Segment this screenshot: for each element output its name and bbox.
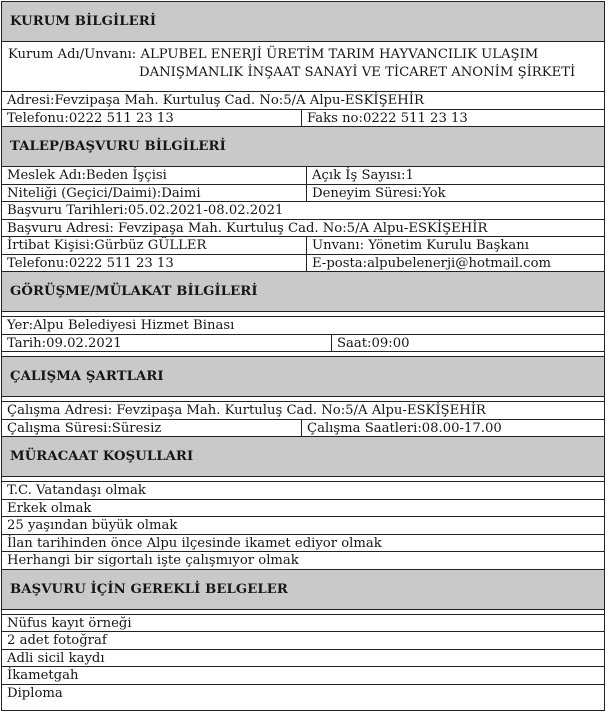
talep-row-occupation: [2, 167, 604, 185]
document-item: [2, 632, 604, 650]
section-header-kurum: KURUM BİLGİLERİ: [2, 2, 604, 42]
application-address: Başvuru Adresi: Fevzipaşa Mah. Kurtuluş Cad. No:5/A Alpu-ESKİŞEHİR: [7, 220, 488, 236]
section-header-muracaat: MÜRACAAT KOŞULLARI: [2, 437, 604, 477]
institution-fax: Faks no:0222 511 23 13: [307, 110, 468, 126]
interview-time: Saat:09:00: [337, 335, 410, 351]
talep-row-phone: [2, 255, 604, 273]
requirement-text: Herhangi bir sigortalı işte çalışmıyor olmak: [7, 553, 299, 568]
requirement-text: T.C. Vatandaşı olmak: [7, 483, 146, 498]
work-address: Çalışma Adresi: Fevzipaşa Mah. Kurtuluş Cad. No:5/A Alpu-ESKİŞEHİR: [7, 403, 486, 418]
talep-row-dates: [2, 202, 604, 220]
talep-row-address: [2, 220, 604, 238]
requirement-item: [2, 535, 604, 553]
contact-person: İrtibat Kişisi:Gürbüz GÜLLER: [2, 237, 307, 254]
occupation: Meslek Adı:Beden İşçisi: [2, 167, 307, 184]
experience-duration: Deneyim Süresi:Yok: [312, 185, 446, 201]
requirement-item: [2, 500, 604, 518]
application-dates: Başvuru Tarihleri:05.02.2021-08.02.2021: [7, 203, 284, 218]
talep-row-nature: [2, 185, 604, 203]
requirement-text: İlan tarihinden önce Alpu ilçesinde ikamet ediyor olmak: [7, 535, 382, 551]
institution-address: Adresi:Fevzipaşa Mah. Kurtuluş Cad. No:5/A Alpu-ESKİŞEHİR: [7, 93, 424, 108]
document-text: Adli sicil kaydı: [7, 650, 105, 666]
requirement-item: [2, 517, 604, 535]
section-header-calisma: ÇALIŞMA ŞARTLARI: [2, 357, 604, 397]
section-header-belgeler: BAŞVURU İÇİN GEREKLİ BELGELER: [2, 570, 604, 610]
institution-name: [2, 42, 604, 92]
document-text: Nüfus kayıt örneği: [7, 615, 132, 631]
document-text: İkametgah: [7, 668, 79, 683]
requirement-item: [2, 552, 604, 570]
document-item: [2, 650, 604, 668]
open-positions: Açık İş Sayısı:1: [312, 168, 414, 183]
work-duration: Çalışma Süresi:Süresiz: [2, 420, 302, 437]
interview-place-row: [2, 317, 604, 335]
interview-place: Yer:Alpu Belediyesi Hizmet Binası: [7, 318, 235, 333]
work-address-row: [2, 402, 604, 420]
job-nature: Niteliği (Geçici/Daimi):Daimi: [2, 185, 307, 202]
section-header-talep: TALEP/BAŞVURU BİLGİLERİ: [2, 127, 604, 167]
contact-phone: Telefonu:0222 511 23 13: [2, 255, 307, 272]
interview-date-row: [2, 335, 604, 353]
talep-row-contact: [2, 237, 604, 255]
work-hours: Çalışma Saatleri:08.00-17.00: [307, 420, 502, 436]
requirement-text: 25 yaşından büyük olmak: [7, 518, 178, 533]
requirement-item: [2, 482, 604, 500]
job-announcement-form: [1, 1, 605, 711]
interview-date: Tarih:09.02.2021: [2, 335, 332, 352]
institution-address-row: [2, 92, 604, 110]
contact-title: Unvanı: Yönetim Kurulu Başkanı: [312, 238, 529, 253]
document-item: [2, 685, 604, 703]
document-text: Diploma: [7, 685, 63, 701]
institution-phone-row: [2, 110, 604, 128]
requirement-text: Erkek olmak: [7, 500, 92, 516]
contact-email: E-posta:alpubelenerji@hotmail.com: [312, 255, 552, 271]
institution-phone: Telefonu:0222 511 23 13: [2, 110, 302, 127]
document-item: [2, 615, 604, 633]
institution-name-line2: DANIŞMANLIK İNŞAAT SANAYİ VE TİCARET ANONİM ŞİRKETİ: [139, 65, 576, 80]
section-header-gorusme: GÖRÜŞME/MÜLAKAT BİLGİLERİ: [2, 272, 604, 312]
work-duration-row: [2, 420, 604, 438]
document-text: 2 adet fotoğraf: [7, 633, 107, 648]
document-item: [2, 667, 604, 685]
institution-name-line1: Kurum Adı/Unvanı: ALPUBEL ENERJİ ÜRETİM TARIM HAYVANCILIK ULAŞIM: [8, 47, 539, 62]
